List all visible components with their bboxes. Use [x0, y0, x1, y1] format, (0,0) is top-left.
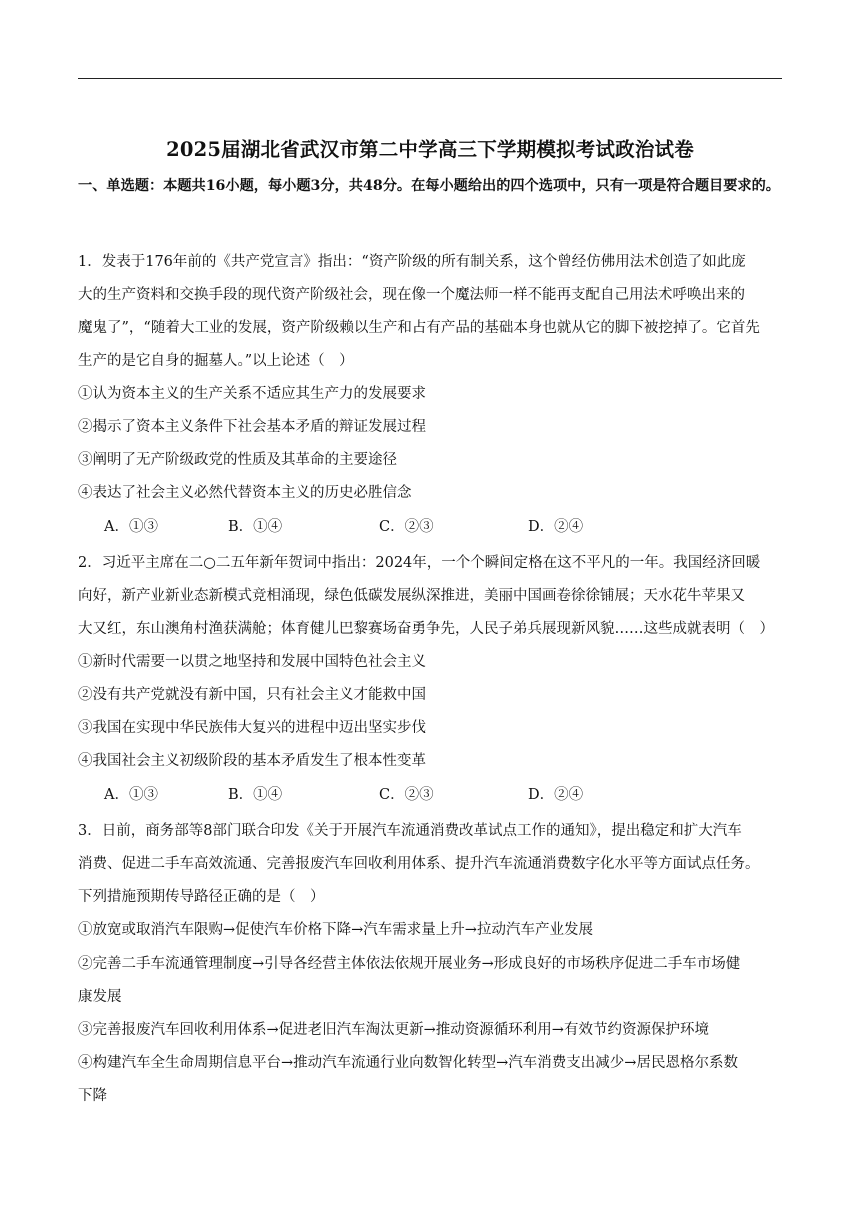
q2-option-a[interactable]: A．①③: [104, 787, 158, 803]
q2-item: ②没有共产党就没有新中国，只有社会主义才能救中国: [78, 687, 426, 703]
q1-item: ④表达了社会主义必然代替资本主义的历史必胜信念: [78, 485, 412, 501]
q1-item: ②揭示了资本主义条件下社会基本矛盾的辩证发展过程: [78, 419, 426, 435]
header-rule: [78, 78, 782, 79]
q1-item: ①认为资本主义的生产关系不适应其生产力的发展要求: [78, 386, 426, 402]
q3-stem-line: 3．日前，商务部等8部门联合印发《关于开展汽车流通消费改革试点工作的通知》，提出稳定和扩大汽车: [78, 823, 742, 839]
q3-stem-line: 消费、促进二手车高效流通、完善报废汽车回收利用体系、提升汽车流通消费数字化水平等方面试点任务。: [78, 856, 760, 872]
section-heading: 一、单选题：本题共16小题，每小题3分，共48分。在每小题给出的四个选项中，只有一项是符合题目要求的。: [78, 178, 780, 194]
q2-options: [104, 785, 704, 805]
q3-item: ④构建汽车全生命周期信息平台→推动汽车流通行业向数智化转型→汽车消费支出减少→居民恩格尔系数: [78, 1055, 738, 1071]
q3-item: ③完善报废汽车回收利用体系→促进老旧汽车淘汰更新→推动资源循环利用→有效节约资源保护环境: [78, 1022, 709, 1038]
q2-option-c[interactable]: C．②③: [379, 787, 434, 803]
q2-option-d[interactable]: D．②④: [528, 787, 584, 803]
q1-stem-line: 生产的是它自身的掘墓人。”以上论述（ ）: [78, 353, 354, 369]
q2-item: ①新时代需要一以贯之地坚持和发展中国特色社会主义: [78, 654, 426, 670]
q1-option-a[interactable]: A．①③: [104, 519, 158, 535]
q3-item: ②完善二手车流通管理制度→引导各经营主体依法依规开展业务→形成良好的市场秩序促进二手车市场健: [78, 956, 741, 972]
q3-item: ①放宽或取消汽车限购→促使汽车价格下降→汽车需求量上升→拉动汽车产业发展: [78, 922, 593, 938]
q1-stem-line: 大的生产资料和交换手段的现代资产阶级社会，现在像一个魔法师一样不能再支配自己用法术呼唤出来的: [78, 287, 745, 303]
q1-item: ③阐明了无产阶级政党的性质及其革命的主要途径: [78, 452, 397, 468]
q1-option-d[interactable]: D．②④: [528, 519, 584, 535]
q2-stem-line: 2．习近平主席在二○二五年新年贺词中指出：2024年，一个个瞬间定格在这不平凡的一年。我国经济回暖: [78, 555, 761, 571]
q1-option-b[interactable]: B．①④: [228, 519, 283, 535]
q2-stem-line: 大又红，东山澳角村渔获满舱；体育健儿巴黎赛场奋勇争先，人民子弟兵展现新风貌……这些成就表明（ ）: [78, 621, 774, 637]
q2-item: ③我国在实现中华民族伟大复兴的进程中迈出坚实步伐: [78, 720, 426, 736]
q3-item-continuation: 康发展: [78, 989, 122, 1005]
q1-stem-line: 1．发表于176年前的《共产党宣言》指出：“资产阶级的所有制关系，这个曾经仿佛用法术创造了如此庞: [78, 254, 746, 270]
q1-option-c[interactable]: C．②③: [379, 519, 434, 535]
q3-stem-line: 下列措施预期传导路径正确的是（ ）: [78, 889, 325, 905]
q1-options: [104, 517, 704, 537]
q2-stem-line: 向好，新产业新业态新模式竞相涌现，绿色低碳发展纵深推进，美丽中国画卷徐徐铺展；天水花牛苹果又: [78, 588, 745, 604]
q2-option-b[interactable]: B．①④: [228, 787, 283, 803]
q2-item: ④我国社会主义初级阶段的基本矛盾发生了根本性变革: [78, 753, 426, 769]
q1-stem-line: 魔鬼了”，“随着大工业的发展，资产阶级赖以生产和占有产品的基础本身也就从它的脚下被挖掉了。它首先: [78, 320, 760, 336]
q3-item-continuation: 下降: [78, 1088, 107, 1104]
page-title: 2025届湖北省武汉市第二中学高三下学期模拟考试政治试卷: [166, 138, 694, 161]
